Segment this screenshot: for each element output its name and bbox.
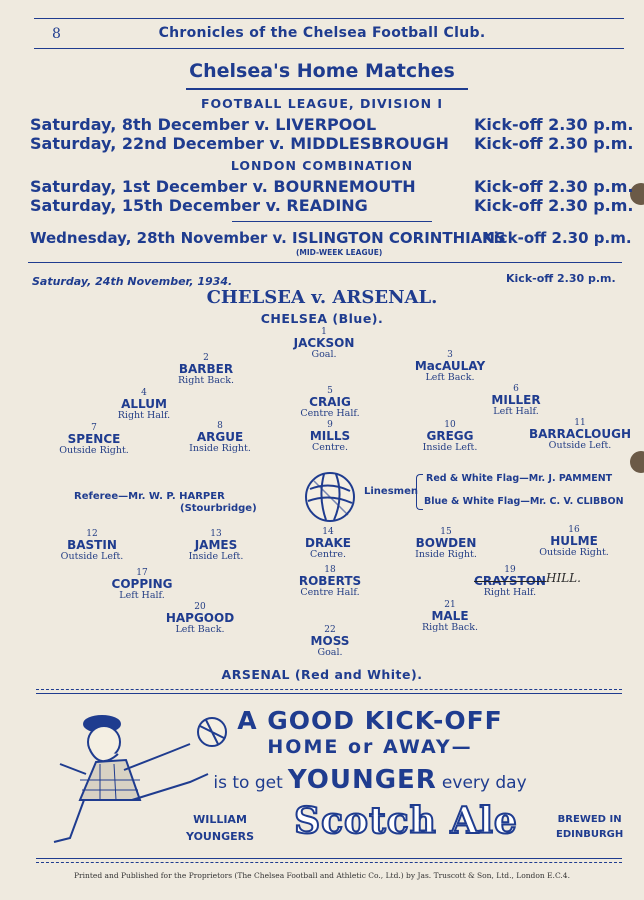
advert-line-3-post: every day <box>441 773 527 793</box>
chelsea-label: CHELSEA (Blue). <box>260 311 384 326</box>
fixture-kickoff: Kick-off 2.30 p.m. <box>474 177 634 196</box>
arsenal-label: ARSENAL (Red and White). <box>221 667 423 682</box>
player-crayston: 19 CRAYSTON Right Half. <box>474 565 546 599</box>
fixture-date: Saturday, 15th December v. READING <box>30 196 368 215</box>
player-macaulay: 3 MacAULAY Left Back. <box>414 350 486 384</box>
fixture-kickoff: Kick-off 2.30 p.m. <box>474 115 634 134</box>
section-football-league: FOOTBALL LEAGUE, DIVISION I <box>200 96 444 111</box>
player-spence: 7 SPENCE Outside Right. <box>59 423 129 457</box>
player-barber: 2 BARBER Right Back. <box>178 353 234 387</box>
page-header-title: Chronicles of the Chelsea Football Club. <box>158 25 486 41</box>
player-mills: 9 MILLS Centre. <box>309 420 351 454</box>
player-miller: 6 MILLER Left Half. <box>491 384 541 418</box>
fixture-row <box>30 115 634 134</box>
advert-rule-top-2 <box>36 693 622 694</box>
player-drake: 14 DRAKE Centre. <box>305 527 351 561</box>
linesmen-brace <box>416 474 423 510</box>
advert-line-3-pre: is to get <box>213 773 283 793</box>
advert-rule-top <box>36 689 622 690</box>
player-allum: 4 ALLUM Right Half. <box>117 388 171 422</box>
heading-underline <box>186 88 468 90</box>
fixture-row-midweek <box>30 229 630 247</box>
fixture-kickoff: Kick-off 2.30 p.m. <box>474 196 634 215</box>
fixture-row <box>30 177 634 196</box>
player-argue: 8 ARGUE Inside Right. <box>189 421 251 455</box>
fixture-date: Saturday, 8th December v. LIVERPOOL <box>30 115 377 134</box>
player-james: 13 JAMES Inside Left. <box>188 529 244 563</box>
match-title: CHELSEA v. ARSENAL. <box>206 287 438 308</box>
section-london-combination: LONDON COMBINATION <box>230 158 414 173</box>
advert-line-2: HOME or AWAY— <box>267 736 473 758</box>
advert-line-3 <box>120 765 620 795</box>
advert-brand-younger: YOUNGER <box>287 765 437 795</box>
player-hapgood: 20 HAPGOOD Left Back. <box>165 602 235 636</box>
fixtures-rule <box>28 262 622 263</box>
player-gregg: 10 GREGG Inside Left. <box>422 420 478 454</box>
midweek-league-note: (MID-WEEK LEAGUE) <box>296 248 383 257</box>
referee-town: (Stourbridge) <box>180 503 257 514</box>
player-jackson: 1 JACKSON Goal. <box>293 327 355 361</box>
player-barraclough: 11 BARRACLOUGH Outside Left. <box>528 418 632 452</box>
match-kickoff: Kick-off 2.30 p.m. <box>506 272 616 285</box>
footer-rule-1 <box>36 858 622 859</box>
header-rule-top <box>34 18 624 19</box>
player-roberts: 18 ROBERTS Centre Half. <box>298 565 362 599</box>
fixture-kickoff: Kick-off 2.30 p.m. <box>474 134 634 153</box>
player-bowden: 15 BOWDEN Inside Right. <box>415 527 477 561</box>
player-male: 21 MALE Right Back. <box>422 600 478 634</box>
referee: Referee—Mr. W. P. HARPER <box>74 491 225 502</box>
player-bastin: 12 BASTIN Outside Left. <box>60 529 124 563</box>
fixture-kickoff: Kick-off 2.30 p.m. <box>482 229 632 247</box>
linesmen-label: Linesmen <box>364 486 418 497</box>
match-date: Saturday, 24th November, 1934. <box>32 275 233 288</box>
fixture-date: Saturday, 1st December v. BOURNEMOUTH <box>30 177 416 196</box>
advert-scotch-ale: Scotch Ale <box>294 800 518 842</box>
fixture-row <box>30 134 634 153</box>
section-divider <box>232 221 432 222</box>
printer-imprint: Printed and Published for the Proprietors (The Chelsea Football and Athletic Co., Ltd.) by Jas. Truscott & Son, Ltd., London E.C.4. <box>74 871 570 880</box>
binding-hole-bottom <box>630 451 644 473</box>
advert-maker: WILLIAM YOUNGERS <box>186 813 254 843</box>
linesman-blue-white: Blue & White Flag—Mr. C. V. CLIBBON <box>424 496 624 507</box>
fixture-date: Saturday, 22nd December v. MIDDLESBROUGH <box>30 134 449 153</box>
advert-brewed-in: BREWED IN EDINBURGH <box>556 814 624 840</box>
footer-rule-2 <box>36 862 622 863</box>
fixture-row <box>30 196 634 215</box>
handwritten-substitution: HILL. <box>546 571 581 585</box>
advert-line-1: A GOOD KICK-OFF <box>237 706 503 735</box>
football-icon <box>304 471 356 523</box>
player-hulme: 16 HULME Outside Right. <box>539 525 609 559</box>
player-copping: 17 COPPING Left Half. <box>111 568 173 602</box>
linesman-red-white: Red & White Flag—Mr. J. PAMMENT <box>426 473 613 484</box>
header-rule-bottom <box>34 48 624 49</box>
fixture-date: Wednesday, 28th November v. ISLINGTON CORINTHIANS <box>30 229 506 247</box>
player-craig: 5 CRAIG Centre Half. <box>300 386 360 420</box>
player-moss: 22 MOSS Goal. <box>310 625 350 659</box>
page-number: 8 <box>52 26 61 42</box>
home-matches-heading: Chelsea's Home Matches <box>189 60 455 82</box>
